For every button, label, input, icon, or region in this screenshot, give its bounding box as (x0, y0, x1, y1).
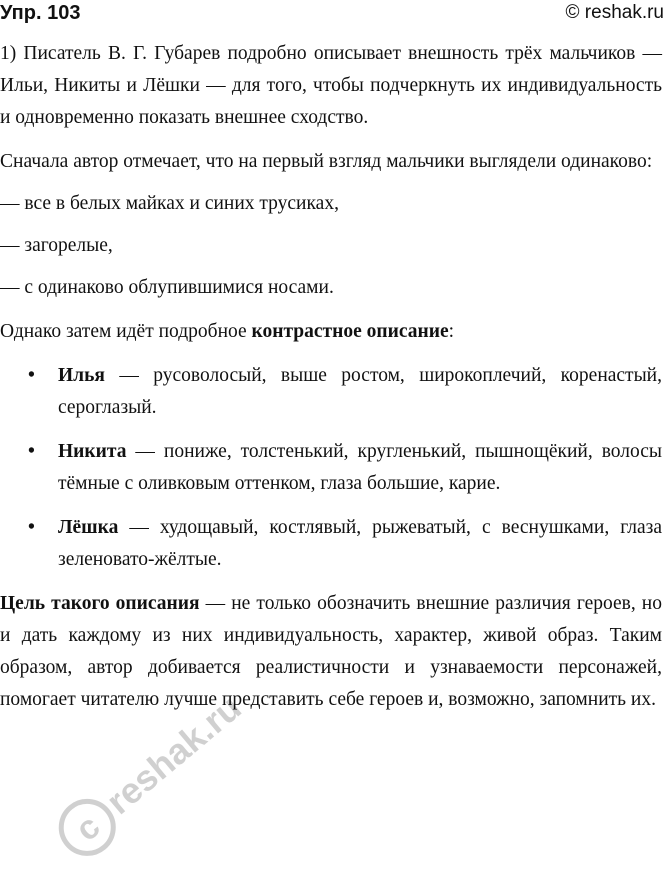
trait-text: — русоволосый, выше ростом, широкоплечий, коренастый, сероглазый. (58, 365, 662, 418)
trait-name: Никита (58, 441, 127, 462)
similarity-item: — загорелые, (0, 235, 113, 256)
similarity-intro: Сначала автор отмечает, что на первый взгляд мальчики выглядели одинаково: (0, 151, 653, 172)
exercise-title: Упр. 103 (0, 2, 81, 24)
list-item (0, 360, 662, 424)
contrast-intro-end: : (448, 321, 455, 342)
trait-text: — пониже, толстенький, кругленький, пышнощёкий, волосы тёмные с оливковым оттенком, глаза большие, карие. (58, 441, 662, 494)
similarity-item: — все в белых майках и синих трусиках, (0, 193, 339, 214)
trait-name: Илья (58, 365, 105, 386)
svg-text:c: c (68, 807, 108, 849)
trait-text: — худощавый, костлявый, рыжеватый, с веснушками, глаза зеленовато-жёлтые. (58, 517, 662, 570)
page-header (0, 0, 666, 30)
traits-list (0, 360, 662, 576)
contrast-intro-start: Однако затем идёт подробное (0, 321, 252, 342)
contrast-intro-bold: контрастное описание (251, 321, 449, 342)
bullet-icon: • (28, 365, 35, 386)
bullet-icon: • (28, 517, 35, 538)
watermark-text: reshak.ru (98, 686, 249, 823)
intro-paragraph: 1) Писатель В. Г. Губарев подробно описывает внешность трёх мальчиков — Ильи, Никиты и Лёшки — для того, чтобы подчеркнуть их индивидуальность и одновременно показать внешнее сходство. (0, 43, 662, 128)
similarity-item: — с одинаково облупившимися носами. (0, 277, 334, 298)
site-credit: © reshak.ru (565, 2, 664, 23)
conclusion-text: — не только обозначить внешние различия героев, но и дать каждому из них индивидуальность, характер, живой образ. Таким образом, автор добивается реалистичности и узнаваемости персонажей, помогает читателю лучше представить себе героев и, возможно, запомнить их. (0, 593, 662, 710)
trait-name: Лёшка (58, 517, 119, 538)
answer-body (0, 38, 662, 716)
conclusion-bold: Цель такого описания (0, 593, 200, 614)
conclusion-paragraph (0, 588, 662, 716)
watermark-logo (30, 686, 249, 870)
list-item (0, 436, 662, 500)
contrast-intro (0, 316, 662, 348)
bullet-icon: • (28, 441, 35, 462)
list-item (0, 512, 662, 576)
